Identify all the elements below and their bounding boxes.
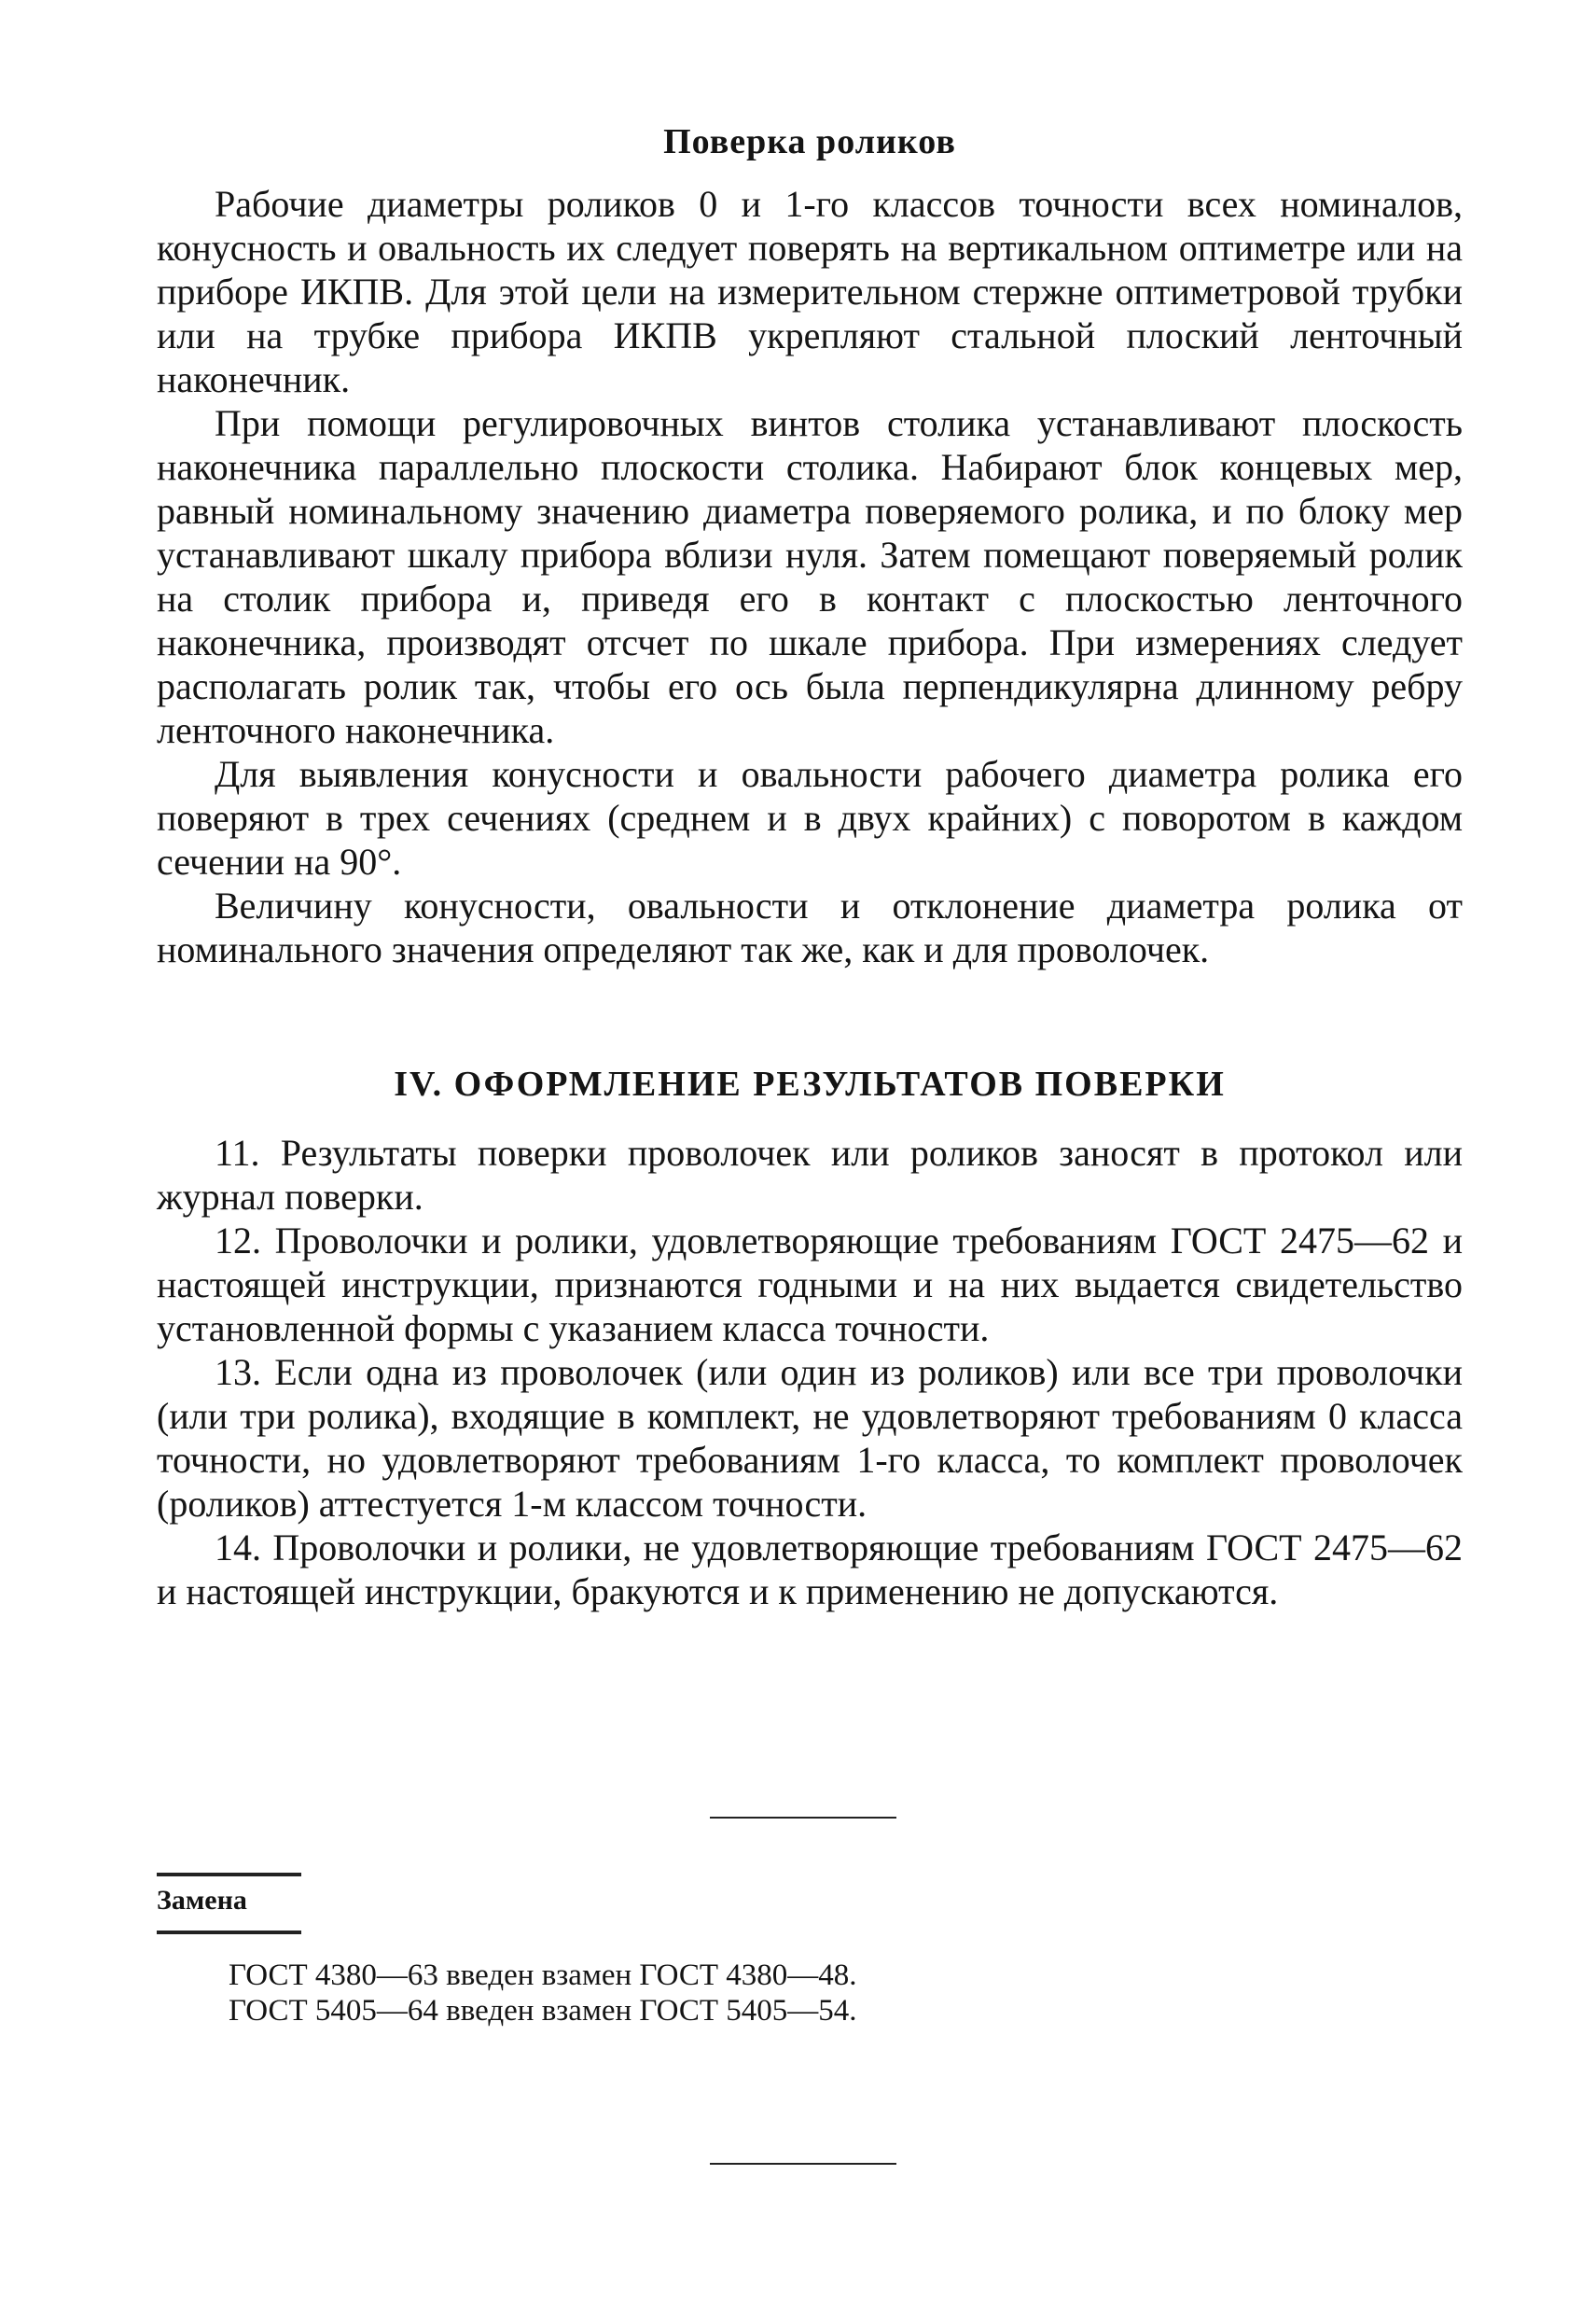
replacement-bottom-rule (157, 1931, 301, 1934)
paragraph: Для выявления конусности и овальности рабочего диаметра ролика его поверяют в трех сечениях (среднем и в двух крайних) с поворотом в каждом сечении на 90°. (157, 753, 1463, 883)
paragraph: Величину конусности, овальности и отклонение диаметра ролика от номинального значения определяют так же, как и для проволочек. (157, 885, 1463, 970)
replacement-line: ГОСТ 4380—63 введен взамен ГОСТ 4380—48. (229, 1959, 857, 1992)
numbered-paragraph: 12. Проволочки и ролики, удовлетворяющие требованиям ГОСТ 2475—62 и настоящей инструкции, признаются годными и на них выдается свидетельство установленной формы с указанием класса точности. (157, 1220, 1463, 1349)
separator-rule (710, 1817, 896, 1819)
replacement-list (229, 1958, 857, 2028)
document-page (157, 0, 1463, 2314)
paragraph: Рабочие диаметры роликов 0 и 1-го классов точности всех номиналов, конусность и овальность их следует поверять на вертикальном оптиметре или на приборе ИКПВ. Для этой цели на измерительном стержне оптиметровой трубки или на трубке прибора ИКПВ укрепляют стальной плоский ленточный наконечник. (157, 183, 1463, 400)
numbered-paragraph: 13. Если одна из проволочек (или один из роликов) или все три проволочки (или три ролика), входящие в комплект, не удовлетворяют требованиям 0 класса точности, но удовлетворяют требованиям 1-го класса, то комплект проволочек (роликов) аттестуется 1-м классом точности. (157, 1351, 1463, 1525)
section-results-body (157, 1131, 1463, 1613)
section-roller-check-body (157, 182, 1463, 971)
replacement-line: ГОСТ 5405—64 введен взамен ГОСТ 5405—54. (229, 1994, 857, 2028)
numbered-paragraph: 14. Проволочки и ролики, не удовлетворяющие требованиям ГОСТ 2475—62 и настоящей инструкции, бракуются и к применению не допускаются. (157, 1526, 1463, 1612)
replacement-heading: Замена (157, 1885, 247, 1916)
paragraph: При помощи регулировочных винтов столика устанавливают плоскость наконечника параллельно плоскости столика. Набирают блок концевых мер, равный номинальному значению диаметра поверяемого ролика, и по блоку мер устанавливают шкалу прибора вблизи нуля. Затем помещают поверяемый ролик на столик прибора и, приведя его в контакт с плоскостью ленточного наконечника, производят отсчет по шкале прибора. При измерениях следует располагать ролик так, чтобы его ось была перпендикулярна длинному ребру ленточного наконечника. (157, 402, 1463, 751)
section-title-roller-check: Поверка роликов (663, 122, 956, 161)
numbered-paragraph: 11. Результаты поверки проволочек или роликов заносят в протокол или журнал поверки. (157, 1132, 1463, 1218)
end-rule (710, 2163, 896, 2165)
section-title-results: IV. ОФОРМЛЕНИЕ РЕЗУЛЬТАТОВ ПОВЕРКИ (394, 1065, 1226, 1104)
replacement-top-rule (157, 1873, 301, 1876)
